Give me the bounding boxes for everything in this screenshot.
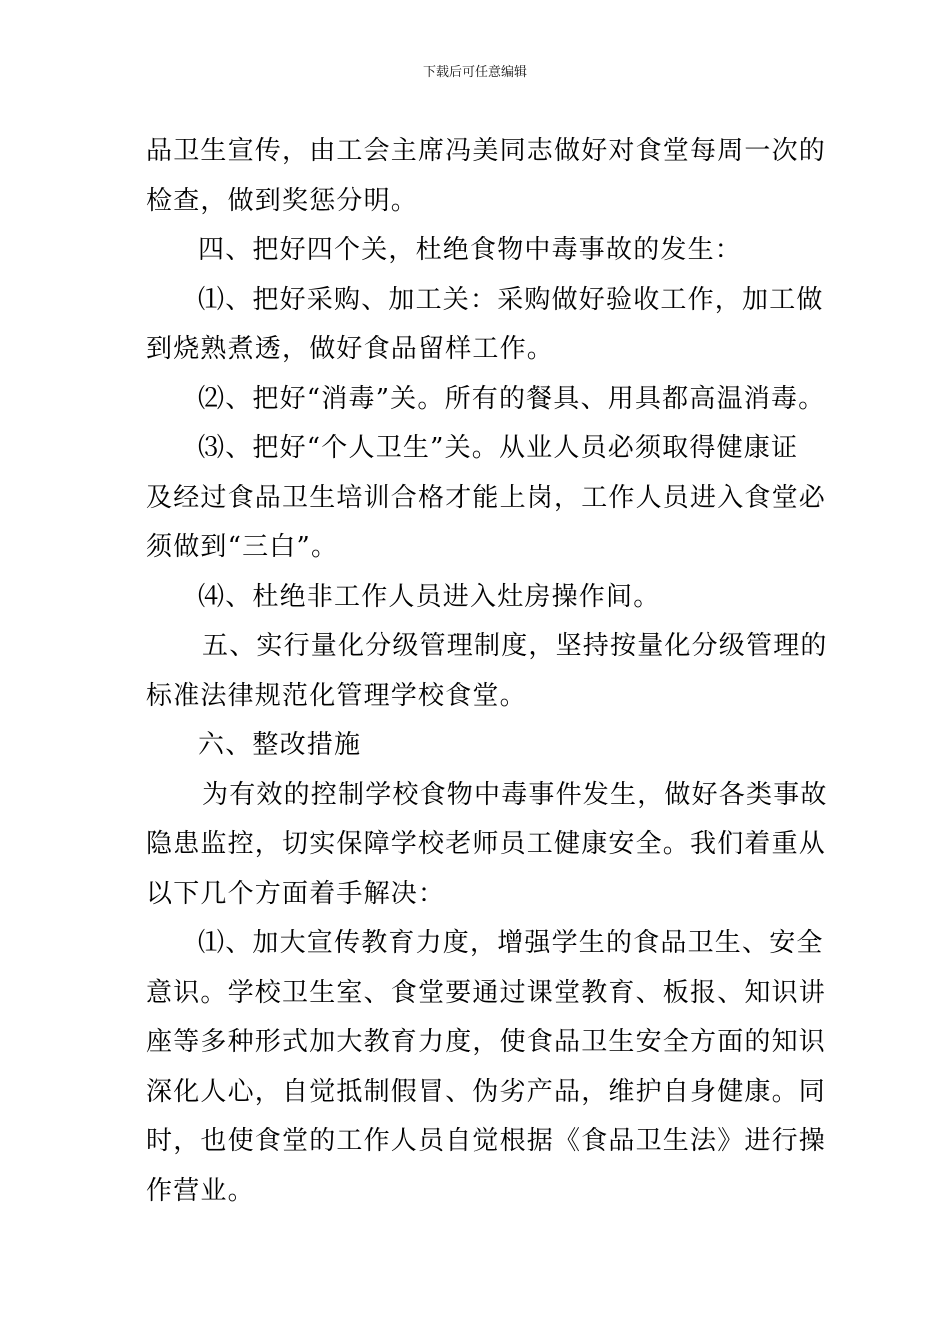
text-line: 到烧熟煮透，做好食品留样工作。 xyxy=(146,334,555,364)
page-header: 下载后可任意编辑 xyxy=(422,65,527,80)
text-line: 以下几个方面着手解决： xyxy=(146,878,446,909)
text-line: 座等多种形式加大教育力度，使食品卫生安全方面的知识 xyxy=(146,1027,827,1057)
list-item-procurement xyxy=(146,276,824,375)
text-line: 深化人心，自觉抵制假冒、伪劣产品，维护自身健康。同 xyxy=(146,1076,827,1107)
list-item-no-entry xyxy=(146,573,806,623)
heading-graded-management xyxy=(146,622,828,721)
text-line: ⑵、把好“消毒”关。所有的餐具、用具都高温消毒。 xyxy=(198,383,826,414)
document-body xyxy=(146,127,828,1216)
heading-four-checkpoints xyxy=(146,226,806,276)
text-line: 隐患监控，切实保障学校老师员工健康安全。我们着重从 xyxy=(146,829,827,859)
text-line: ⑴、把好采购、加工关：采购做好验收工作，加工做 xyxy=(198,284,824,315)
list-item-disinfection xyxy=(146,375,826,425)
text-line: 标准法律规范化管理学校食堂。 xyxy=(146,680,527,711)
text-line: 时，也使食堂的工作人员自觉根据《食品卫生法》进行操 xyxy=(146,1126,827,1156)
text-line: 及经过食品卫生培训合格才能上岗，工作人员进入食堂必 xyxy=(146,482,827,513)
text-line: 五、实行量化分级管理制度，坚持按量化分级管理的 xyxy=(202,631,828,661)
text-line: ⑶、把好“个人卫生”关。从业人员必须取得健康证 xyxy=(198,433,799,463)
text-line: 作营业。 xyxy=(146,1175,255,1206)
list-item-education xyxy=(146,919,827,1216)
paragraph-prevention-intro xyxy=(146,771,828,920)
text-line: 四、把好四个关，杜绝食物中毒事故的发生： xyxy=(198,235,743,265)
text-line: ⑴、加大宣传教育力度，增强学生的食品卫生、安全 xyxy=(198,928,824,958)
paragraph-hygiene-publicity xyxy=(146,127,827,226)
text-line: 须做到“三白”。 xyxy=(146,532,339,562)
text-line: 为有效的控制学校食物中毒事件发生，做好各类事故 xyxy=(202,779,828,810)
text-line: 意识。学校卫生室、食堂要通过课堂教育、板报、知识讲 xyxy=(146,977,827,1008)
text-line: ⑷、杜绝非工作人员进入灶房操作间。 xyxy=(198,581,661,612)
text-line: 检查，做到奖惩分明。 xyxy=(146,185,419,216)
text-line: 品卫生宣传，由工会主席冯美同志做好对食堂每周一次的 xyxy=(146,136,827,166)
heading-rectification xyxy=(146,721,806,771)
list-item-personal-hygiene xyxy=(146,424,827,573)
text-line: 六、整改措施 xyxy=(198,730,362,760)
